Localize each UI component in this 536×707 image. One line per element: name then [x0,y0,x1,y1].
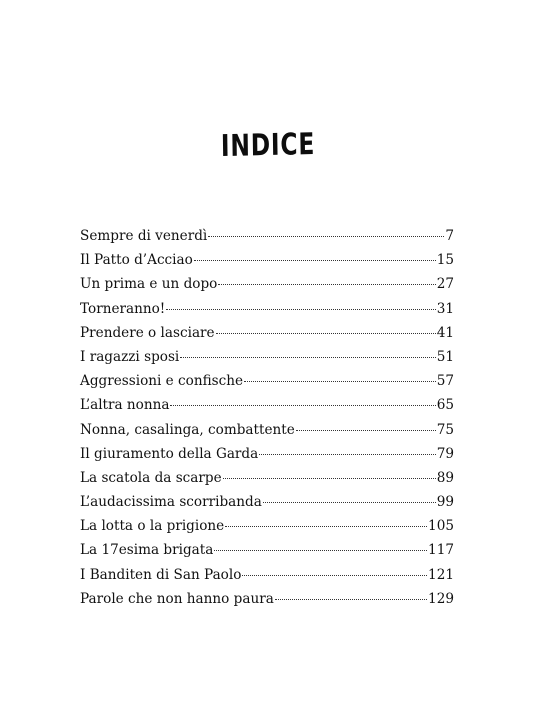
toc-entry-page: 75 [436,421,454,438]
dot-leader [170,405,435,406]
toc-entry-page: 15 [436,252,454,269]
dot-leader [194,260,436,261]
toc-entry-title: Prendere o lasciare [80,324,215,341]
dot-leader [214,550,427,551]
dot-leader [225,526,427,527]
toc-entry-page: 79 [436,445,454,462]
dot-leader [208,236,444,237]
toc-entry [80,297,454,321]
toc-entry-page: 51 [436,348,454,365]
toc-entry-page: 105 [428,518,454,535]
dot-leader [296,430,436,431]
toc-entry-page: 65 [436,397,454,414]
dot-leader [275,599,427,600]
dot-leader [263,502,436,503]
dot-leader [166,309,435,310]
table-of-contents [80,224,454,611]
toc-entry-page: 27 [436,276,454,293]
toc-entry-page: 117 [428,542,454,559]
dot-leader [244,381,436,382]
toc-entry-page: 89 [436,469,454,486]
toc-entry [80,248,454,272]
toc-entry-title: L’altra nonna [80,397,170,414]
toc-entry-page: 41 [436,324,454,341]
toc-entry [80,224,454,248]
dot-leader [216,333,436,334]
toc-entry-title: Il Patto d’Acciao [80,252,193,269]
toc-entry-title: I ragazzi sposi [80,348,180,365]
toc-entry-title: Parole che non hanno paura [80,590,274,607]
toc-entry-title: L’audacissima scorribanda [80,494,262,511]
toc-entry [80,345,454,369]
toc-entry [80,442,454,466]
toc-entry [80,321,454,345]
toc-entry-title: La lotta o la prigione [80,518,225,535]
toc-entry [80,272,454,296]
toc-entry-title: Torneranno! [80,300,166,317]
toc-entry-page: 7 [445,228,454,244]
toc-entry [80,490,454,514]
toc-entry-title: La 17esima brigata [80,542,214,559]
toc-entry-title: I Banditen di San Paolo [80,566,242,583]
toc-entry-page: 57 [436,373,454,390]
toc-entry-page: 129 [428,590,454,607]
toc-entry [80,587,454,611]
toc-entry-page: 99 [436,494,454,511]
toc-entry-title: La scatola da scarpe [80,469,222,486]
toc-entry-title: Aggressioni e confische [80,373,244,390]
toc-entry-title: Sempre di venerdì [80,228,208,244]
toc-entry-page: 121 [428,566,454,583]
toc-entry-page: 31 [436,300,454,317]
toc-entry [80,418,454,442]
dot-leader [180,357,435,358]
toc-entry [80,538,454,562]
dot-leader [259,454,435,455]
dot-leader [242,575,427,576]
dot-leader [218,284,435,285]
toc-entry [80,563,454,587]
dot-leader [223,478,436,479]
toc-entry [80,514,454,538]
toc-entry-title: Il giuramento della Garda [80,445,259,462]
toc-entry-title: Un prima e un dopo [80,276,218,293]
toc-entry [80,466,454,490]
toc-entry [80,369,454,393]
toc-entry-title: Nonna, casalinga, combattente [80,421,295,438]
page-title: INDICE [220,126,316,165]
toc-entry [80,393,454,417]
